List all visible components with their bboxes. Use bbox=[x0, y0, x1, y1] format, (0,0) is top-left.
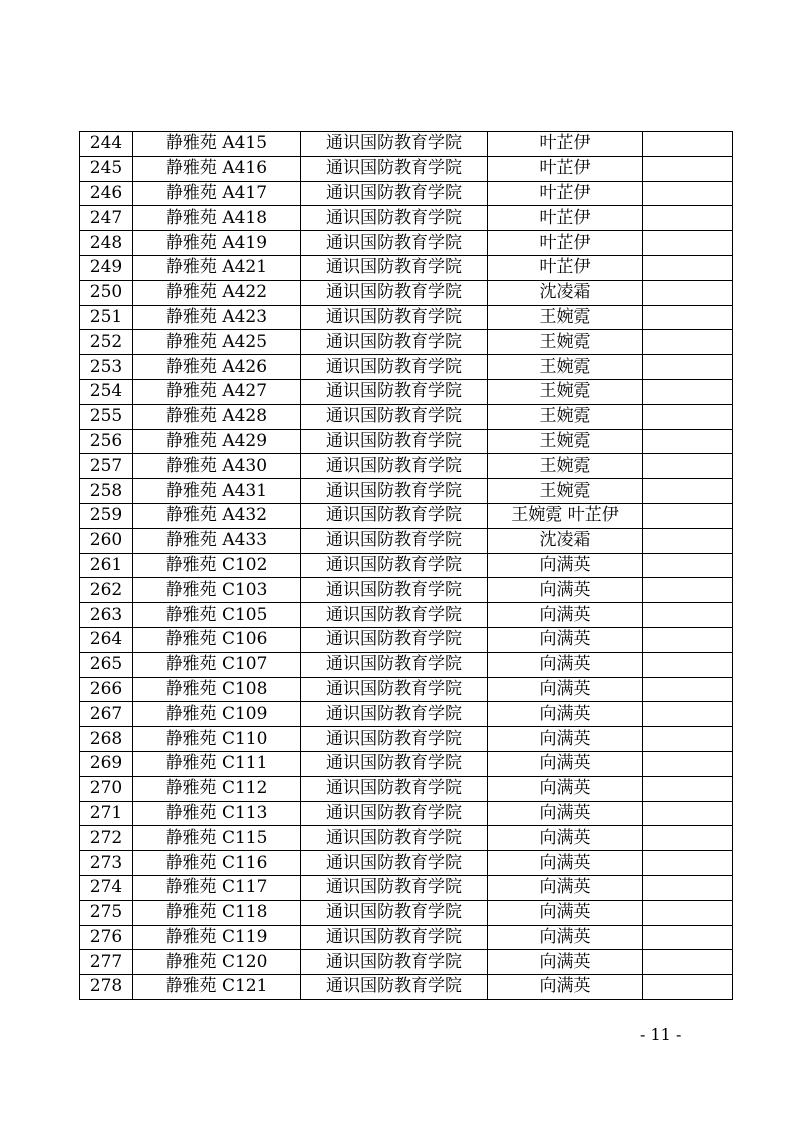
note-cell bbox=[643, 801, 733, 826]
note-cell bbox=[643, 231, 733, 256]
person-in-charge-cell: 向满英 bbox=[488, 950, 643, 975]
table-row bbox=[80, 578, 733, 603]
row-number-cell: 275 bbox=[80, 900, 133, 925]
person-in-charge-cell: 叶芷伊 bbox=[488, 231, 643, 256]
row-number-cell: 249 bbox=[80, 255, 133, 280]
note-cell bbox=[643, 702, 733, 727]
room-cell: 静雅苑 C113 bbox=[133, 801, 301, 826]
note-cell bbox=[643, 305, 733, 330]
room-cell: 静雅苑 C105 bbox=[133, 603, 301, 628]
college-cell: 通识国防教育学院 bbox=[301, 776, 488, 801]
college-cell: 通识国防教育学院 bbox=[301, 454, 488, 479]
note-cell bbox=[643, 900, 733, 925]
person-in-charge-cell: 向满英 bbox=[488, 702, 643, 727]
college-cell: 通识国防教育学院 bbox=[301, 627, 488, 652]
college-cell: 通识国防教育学院 bbox=[301, 652, 488, 677]
row-number-cell: 266 bbox=[80, 677, 133, 702]
room-cell: 静雅苑 A431 bbox=[133, 479, 301, 504]
person-in-charge-cell: 向满英 bbox=[488, 826, 643, 851]
note-cell bbox=[643, 950, 733, 975]
row-number-cell: 265 bbox=[80, 652, 133, 677]
college-cell: 通识国防教育学院 bbox=[301, 851, 488, 876]
row-number-cell: 246 bbox=[80, 181, 133, 206]
row-number-cell: 267 bbox=[80, 702, 133, 727]
person-in-charge-cell: 王婉霓 bbox=[488, 479, 643, 504]
room-cell: 静雅苑 C117 bbox=[133, 875, 301, 900]
row-number-cell: 272 bbox=[80, 826, 133, 851]
person-in-charge-cell: 向满英 bbox=[488, 801, 643, 826]
person-in-charge-cell: 叶芷伊 bbox=[488, 132, 643, 157]
person-in-charge-cell: 向满英 bbox=[488, 975, 643, 1000]
table-row bbox=[80, 975, 733, 1000]
table-row bbox=[80, 206, 733, 231]
room-cell: 静雅苑 C118 bbox=[133, 900, 301, 925]
note-cell bbox=[643, 553, 733, 578]
room-cell: 静雅苑 C102 bbox=[133, 553, 301, 578]
note-cell bbox=[643, 826, 733, 851]
row-number-cell: 263 bbox=[80, 603, 133, 628]
college-cell: 通识国防教育学院 bbox=[301, 578, 488, 603]
row-number-cell: 255 bbox=[80, 404, 133, 429]
person-in-charge-cell: 向满英 bbox=[488, 851, 643, 876]
college-cell: 通识国防教育学院 bbox=[301, 975, 488, 1000]
college-cell: 通识国防教育学院 bbox=[301, 603, 488, 628]
table-row bbox=[80, 826, 733, 851]
note-cell bbox=[643, 751, 733, 776]
table-row bbox=[80, 751, 733, 776]
table-row bbox=[80, 677, 733, 702]
college-cell: 通识国防教育学院 bbox=[301, 677, 488, 702]
note-cell bbox=[643, 627, 733, 652]
dormitory-assignment-table bbox=[79, 131, 733, 1000]
row-number-cell: 259 bbox=[80, 503, 133, 528]
table-row bbox=[80, 404, 733, 429]
row-number-cell: 277 bbox=[80, 950, 133, 975]
college-cell: 通识国防教育学院 bbox=[301, 379, 488, 404]
college-cell: 通识国防教育学院 bbox=[301, 305, 488, 330]
room-cell: 静雅苑 C109 bbox=[133, 702, 301, 727]
person-in-charge-cell: 向满英 bbox=[488, 727, 643, 752]
table-row bbox=[80, 479, 733, 504]
college-cell: 通识国防教育学院 bbox=[301, 950, 488, 975]
row-number-cell: 264 bbox=[80, 627, 133, 652]
room-cell: 静雅苑 A416 bbox=[133, 156, 301, 181]
table-row bbox=[80, 801, 733, 826]
person-in-charge-cell: 王婉霓 bbox=[488, 330, 643, 355]
row-number-cell: 257 bbox=[80, 454, 133, 479]
note-cell bbox=[643, 925, 733, 950]
table-row bbox=[80, 553, 733, 578]
room-cell: 静雅苑 A417 bbox=[133, 181, 301, 206]
room-cell: 静雅苑 C119 bbox=[133, 925, 301, 950]
note-cell bbox=[643, 776, 733, 801]
table-row bbox=[80, 156, 733, 181]
note-cell bbox=[643, 255, 733, 280]
college-cell: 通识国防教育学院 bbox=[301, 181, 488, 206]
person-in-charge-cell: 向满英 bbox=[488, 627, 643, 652]
room-cell: 静雅苑 A418 bbox=[133, 206, 301, 231]
table-row bbox=[80, 875, 733, 900]
room-cell: 静雅苑 A432 bbox=[133, 503, 301, 528]
row-number-cell: 276 bbox=[80, 925, 133, 950]
room-cell: 静雅苑 A429 bbox=[133, 429, 301, 454]
note-cell bbox=[643, 503, 733, 528]
note-cell bbox=[643, 206, 733, 231]
room-cell: 静雅苑 C111 bbox=[133, 751, 301, 776]
person-in-charge-cell: 王婉霓 叶芷伊 bbox=[488, 503, 643, 528]
table-row bbox=[80, 181, 733, 206]
room-cell: 静雅苑 C103 bbox=[133, 578, 301, 603]
college-cell: 通识国防教育学院 bbox=[301, 231, 488, 256]
note-cell bbox=[643, 603, 733, 628]
row-number-cell: 262 bbox=[80, 578, 133, 603]
table-row bbox=[80, 379, 733, 404]
person-in-charge-cell: 向满英 bbox=[488, 776, 643, 801]
table-row bbox=[80, 330, 733, 355]
row-number-cell: 248 bbox=[80, 231, 133, 256]
college-cell: 通识国防教育学院 bbox=[301, 132, 488, 157]
college-cell: 通识国防教育学院 bbox=[301, 900, 488, 925]
person-in-charge-cell: 沈凌霜 bbox=[488, 528, 643, 553]
person-in-charge-cell: 王婉霓 bbox=[488, 454, 643, 479]
person-in-charge-cell: 向满英 bbox=[488, 603, 643, 628]
note-cell bbox=[643, 404, 733, 429]
college-cell: 通识国防教育学院 bbox=[301, 206, 488, 231]
table-row bbox=[80, 503, 733, 528]
college-cell: 通识国防教育学院 bbox=[301, 429, 488, 454]
room-cell: 静雅苑 A419 bbox=[133, 231, 301, 256]
college-cell: 通识国防教育学院 bbox=[301, 702, 488, 727]
table-row bbox=[80, 132, 733, 157]
row-number-cell: 253 bbox=[80, 355, 133, 380]
row-number-cell: 260 bbox=[80, 528, 133, 553]
room-cell: 静雅苑 A423 bbox=[133, 305, 301, 330]
college-cell: 通识国防教育学院 bbox=[301, 255, 488, 280]
person-in-charge-cell: 王婉霓 bbox=[488, 355, 643, 380]
room-cell: 静雅苑 A430 bbox=[133, 454, 301, 479]
row-number-cell: 256 bbox=[80, 429, 133, 454]
row-number-cell: 252 bbox=[80, 330, 133, 355]
room-cell: 静雅苑 A425 bbox=[133, 330, 301, 355]
college-cell: 通识国防教育学院 bbox=[301, 330, 488, 355]
row-number-cell: 251 bbox=[80, 305, 133, 330]
person-in-charge-cell: 向满英 bbox=[488, 578, 643, 603]
note-cell bbox=[643, 156, 733, 181]
row-number-cell: 258 bbox=[80, 479, 133, 504]
row-number-cell: 270 bbox=[80, 776, 133, 801]
college-cell: 通识国防教育学院 bbox=[301, 156, 488, 181]
person-in-charge-cell: 向满英 bbox=[488, 875, 643, 900]
table-body bbox=[80, 132, 733, 1000]
note-cell bbox=[643, 132, 733, 157]
note-cell bbox=[643, 330, 733, 355]
note-cell bbox=[643, 677, 733, 702]
college-cell: 通识国防教育学院 bbox=[301, 404, 488, 429]
row-number-cell: 271 bbox=[80, 801, 133, 826]
table-row bbox=[80, 305, 733, 330]
note-cell bbox=[643, 454, 733, 479]
person-in-charge-cell: 向满英 bbox=[488, 553, 643, 578]
page-number: - 11 - bbox=[640, 1025, 682, 1044]
college-cell: 通识国防教育学院 bbox=[301, 528, 488, 553]
row-number-cell: 269 bbox=[80, 751, 133, 776]
table-row bbox=[80, 925, 733, 950]
person-in-charge-cell: 叶芷伊 bbox=[488, 255, 643, 280]
college-cell: 通识国防教育学院 bbox=[301, 355, 488, 380]
row-number-cell: 274 bbox=[80, 875, 133, 900]
note-cell bbox=[643, 528, 733, 553]
row-number-cell: 268 bbox=[80, 727, 133, 752]
college-cell: 通识国防教育学院 bbox=[301, 280, 488, 305]
note-cell bbox=[643, 851, 733, 876]
person-in-charge-cell: 向满英 bbox=[488, 677, 643, 702]
table-row bbox=[80, 528, 733, 553]
row-number-cell: 278 bbox=[80, 975, 133, 1000]
room-cell: 静雅苑 C121 bbox=[133, 975, 301, 1000]
note-cell bbox=[643, 975, 733, 1000]
college-cell: 通识国防教育学院 bbox=[301, 875, 488, 900]
room-cell: 静雅苑 A428 bbox=[133, 404, 301, 429]
person-in-charge-cell: 王婉霓 bbox=[488, 379, 643, 404]
table-row bbox=[80, 652, 733, 677]
table-row bbox=[80, 702, 733, 727]
room-cell: 静雅苑 A433 bbox=[133, 528, 301, 553]
room-cell: 静雅苑 A426 bbox=[133, 355, 301, 380]
table-row bbox=[80, 851, 733, 876]
person-in-charge-cell: 沈凌霜 bbox=[488, 280, 643, 305]
note-cell bbox=[643, 280, 733, 305]
table-row bbox=[80, 280, 733, 305]
row-number-cell: 244 bbox=[80, 132, 133, 157]
row-number-cell: 247 bbox=[80, 206, 133, 231]
table-row bbox=[80, 429, 733, 454]
college-cell: 通识国防教育学院 bbox=[301, 826, 488, 851]
college-cell: 通识国防教育学院 bbox=[301, 503, 488, 528]
table-row bbox=[80, 603, 733, 628]
table-row bbox=[80, 255, 733, 280]
table-row bbox=[80, 231, 733, 256]
note-cell bbox=[643, 652, 733, 677]
table-row bbox=[80, 727, 733, 752]
person-in-charge-cell: 叶芷伊 bbox=[488, 156, 643, 181]
room-cell: 静雅苑 C120 bbox=[133, 950, 301, 975]
note-cell bbox=[643, 181, 733, 206]
table-row bbox=[80, 355, 733, 380]
table-row bbox=[80, 454, 733, 479]
table-row bbox=[80, 627, 733, 652]
note-cell bbox=[643, 355, 733, 380]
room-cell: 静雅苑 C115 bbox=[133, 826, 301, 851]
room-cell: 静雅苑 A415 bbox=[133, 132, 301, 157]
table-row bbox=[80, 900, 733, 925]
college-cell: 通识国防教育学院 bbox=[301, 727, 488, 752]
room-cell: 静雅苑 C107 bbox=[133, 652, 301, 677]
note-cell bbox=[643, 875, 733, 900]
note-cell bbox=[643, 429, 733, 454]
room-cell: 静雅苑 A427 bbox=[133, 379, 301, 404]
person-in-charge-cell: 王婉霓 bbox=[488, 429, 643, 454]
person-in-charge-cell: 向满英 bbox=[488, 652, 643, 677]
person-in-charge-cell: 叶芷伊 bbox=[488, 206, 643, 231]
room-cell: 静雅苑 A422 bbox=[133, 280, 301, 305]
table-row bbox=[80, 950, 733, 975]
person-in-charge-cell: 向满英 bbox=[488, 900, 643, 925]
person-in-charge-cell: 向满英 bbox=[488, 925, 643, 950]
room-cell: 静雅苑 A421 bbox=[133, 255, 301, 280]
room-cell: 静雅苑 C112 bbox=[133, 776, 301, 801]
person-in-charge-cell: 王婉霓 bbox=[488, 305, 643, 330]
table-row bbox=[80, 776, 733, 801]
person-in-charge-cell: 向满英 bbox=[488, 751, 643, 776]
note-cell bbox=[643, 379, 733, 404]
person-in-charge-cell: 叶芷伊 bbox=[488, 181, 643, 206]
room-cell: 静雅苑 C108 bbox=[133, 677, 301, 702]
college-cell: 通识国防教育学院 bbox=[301, 751, 488, 776]
note-cell bbox=[643, 727, 733, 752]
row-number-cell: 261 bbox=[80, 553, 133, 578]
room-cell: 静雅苑 C116 bbox=[133, 851, 301, 876]
college-cell: 通识国防教育学院 bbox=[301, 479, 488, 504]
row-number-cell: 250 bbox=[80, 280, 133, 305]
college-cell: 通识国防教育学院 bbox=[301, 553, 488, 578]
row-number-cell: 273 bbox=[80, 851, 133, 876]
college-cell: 通识国防教育学院 bbox=[301, 925, 488, 950]
person-in-charge-cell: 王婉霓 bbox=[488, 404, 643, 429]
room-cell: 静雅苑 C106 bbox=[133, 627, 301, 652]
row-number-cell: 245 bbox=[80, 156, 133, 181]
note-cell bbox=[643, 479, 733, 504]
row-number-cell: 254 bbox=[80, 379, 133, 404]
note-cell bbox=[643, 578, 733, 603]
room-cell: 静雅苑 C110 bbox=[133, 727, 301, 752]
college-cell: 通识国防教育学院 bbox=[301, 801, 488, 826]
